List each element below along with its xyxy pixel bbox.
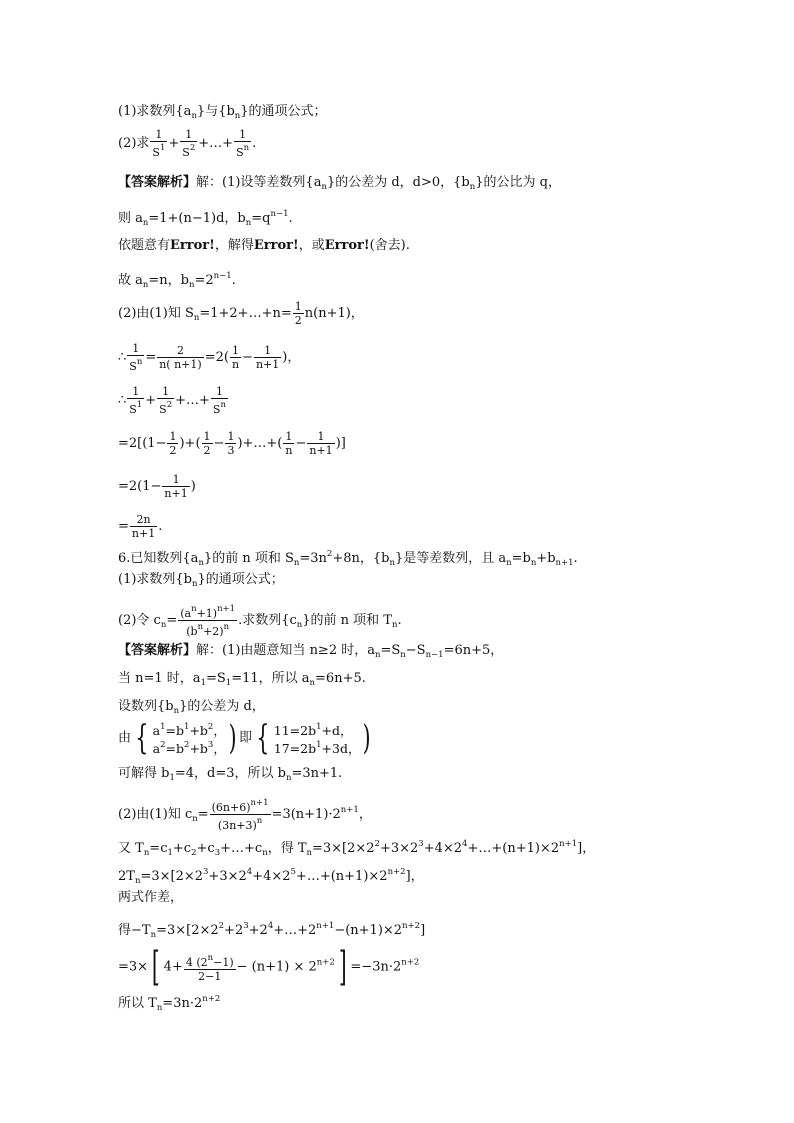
- difference-label: 两式作差，: [118, 890, 184, 905]
- error-line: 依题意有Error!，解得Error!，或Error!(舍去).: [118, 238, 410, 253]
- problem-6: 6.已知数列$\{a_n\}$的前 n 项和 $S_n=3n^2+8n$，$\{b_n\}$是等差数列，且 $a_n=b_n+b_{n+1}$.: [118, 549, 578, 568]
- question-2: (2)求 $\frac{1}{S^1}$ + $\frac{1}{S^2}$ +…+ $\frac{1}{S^n}$ .: [118, 128, 257, 159]
- solution-6-line-2: 当 n=1 时，$a_1=S_1=11$，所以 $a_n=6n+5$.: [118, 671, 366, 688]
- difference-line-2: =3×[ 4+ $\frac{4 (2^n-1)}{2-1}$ − $(n+1) \times 2^{n+2}] =-3n\cdot 2^{n+2}$: [118, 944, 420, 990]
- problem-6-question-1: (1)求数列$\{b_n\}$的通项公式；: [118, 572, 284, 589]
- telescoping-sum: =2[(1− $\frac{1}{2}$ )+( $\frac{1}{2}$ − $\frac{1}{3}$ )+…+( $\frac{1}{n}$ − $\frac{1}{n+1}$ )]: [118, 430, 346, 457]
- solution-6-line-1: 【答案解析】解：(1)由题意知当 n≥2 时，$a_n=S_n-S_{n-1}=6n+5$，: [118, 643, 504, 660]
- solution-6-line-4: 可解得 $b_1=4$，d=3，所以 $b_n=3n+1$.: [118, 766, 343, 783]
- final-result: 所以 $T_n=3n\cdot 2^{n+2}$: [118, 994, 221, 1013]
- c-n-expression: (2)由(1)知 $c_n=$ $\frac{(6n+6)^{n+1}}{(3n+3)^n}$ $=3(n+1)\cdot 2^{n+1}$，: [118, 798, 372, 832]
- sum-reciprocals: ∴ $\frac{1}{S^1}$ + $\frac{1}{S^2}$ +…+ $\frac{1}{S^n}$: [118, 385, 226, 416]
- general-term-line: 则 $a_n=1+(n-1)d$，$b_n=q^{n-1}$.: [118, 209, 293, 228]
- solution-1-intro: 【答案解析】解：(1)设等差数列$\{a_n\}$的公差为 d，d>0，$\{b_n\}$的公比为 q，: [118, 175, 561, 192]
- result-step-2: = $\frac{2n}{n+1}$ .: [118, 513, 163, 540]
- problem-6-question-2: (2)令 $c_n=$ $\frac{(a^n+1)^{n+1}}{(b^n+2)^n}$ .求数列$\{c_n\}$的前 n 项和 $T_n$.: [118, 604, 402, 638]
- two-t-n-sum: $2T_n=3\times[2\times 2^3+3\times 2^4+4\times 2^5+\dots+(n+1)\times 2^{n+2}]$，: [118, 867, 424, 886]
- solution-6-line-3: 设数列$\{b_n\}$的公差为 d，: [118, 699, 265, 716]
- reciprocal-line: ∴ $\frac{1}{S^n}$ = $\frac{2}{n( n+1)}$ =2( $\frac{1}{n}$ − $\frac{1}{n+1}$ )，: [118, 342, 301, 373]
- equation-system: 由 { $a^1=b^1+b^2$， $a^2=b^2+b^3$， ) 即 { $11=2b^1+d$， $17=2b^1+3d$， ): [118, 718, 372, 758]
- difference-line-1: 得$-T_n=3\times[2\times 2^2+2^3+2^4+\dots+2^{n+1}-(n+1)\times 2^{n+2}]$: [118, 921, 426, 940]
- t-n-sum: 又 $T_n=c_1+c_2+c_3+\dots+c_n$，得 $T_n=3\times[2\times 2^2+3\times 2^3+4\times 2^4+\dots+(n+1)\times 2^{n+1}]$，: [118, 839, 596, 858]
- thus-line: 故 $a_n=n$，$b_n=2^{n-1}$.: [118, 271, 236, 290]
- result-step-1: =2(1− $\frac{1}{n+1}$ ): [118, 473, 196, 500]
- question-1: (1)求数列$\{a_n\}$与$\{b_n\}$的通项公式；: [118, 104, 327, 121]
- part-2-sum: (2)由(1)知 $S_n=1+2+\dots+n=$ $\frac{1}{2}$ n(n+1)，: [118, 300, 364, 327]
